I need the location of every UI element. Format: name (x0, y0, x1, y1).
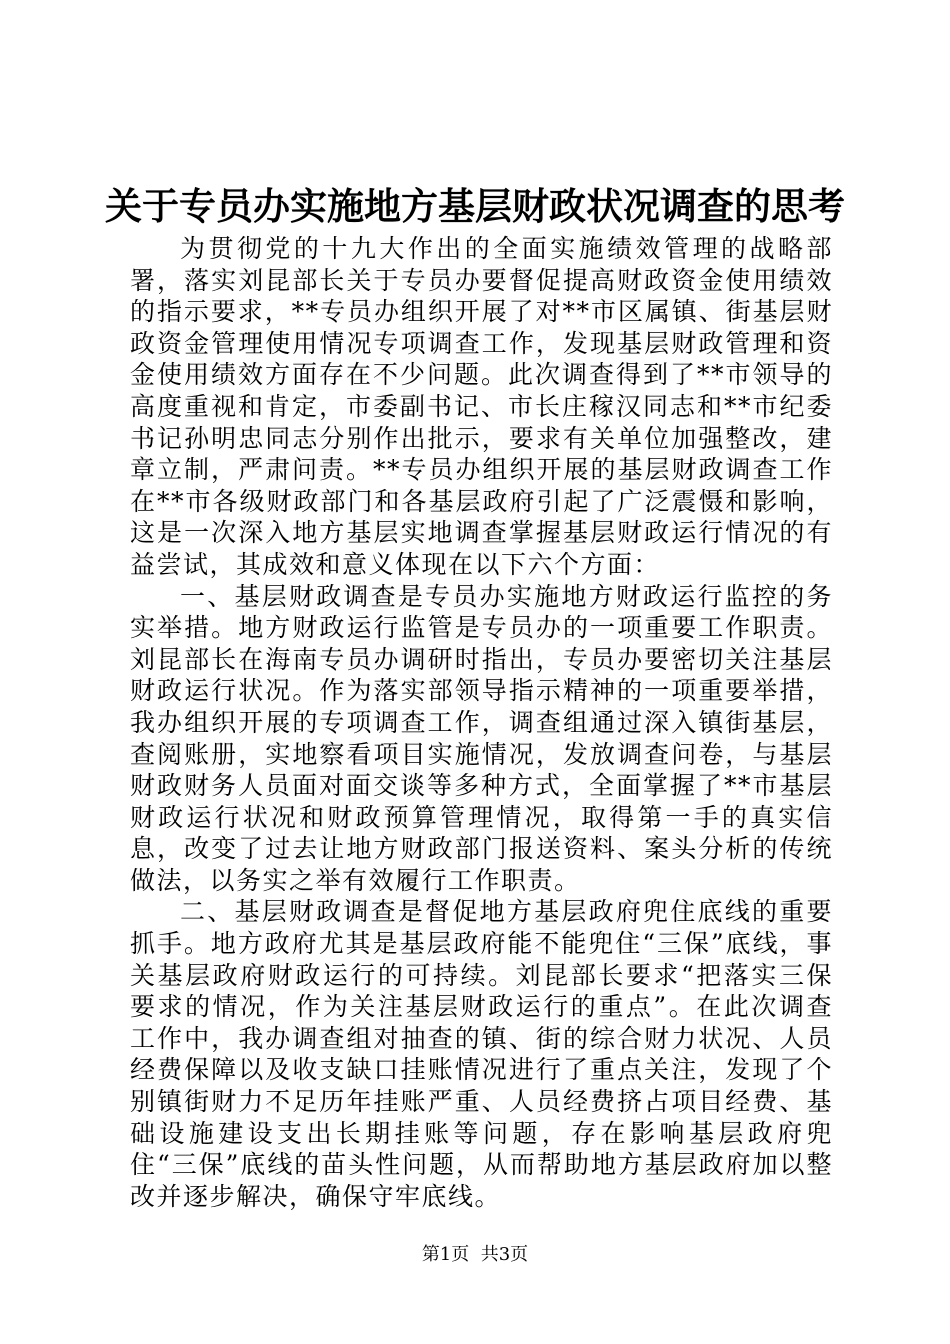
document-title: 关于专员办实施地方基层财政状况调查的思考 (105, 185, 845, 228)
page-number-footer: 第1页 共3页 (421, 1244, 529, 1265)
document-body (130, 233, 833, 1212)
paragraph-point-one: 一、基层财政调查是专员办实施地方财政运行监控的务实举措。地方财政运行监管是专员办的一项重要工作职责。刘昆部长在海南专员办调研时指出，专员办要密切关注基层财政运行状况。作为落实部领导指示精神的一项重要举措，我办组织开展的专项调查工作，调查组通过深入镇街基层，查阅账册，实地察看项目实施情况，发放调查问卷，与基层财政财务人员面对面交谈等多种方式，全面掌握了**市基层财政运行状况和财政预算管理情况，取得第一手的真实信息，改变了过去让地方财政部门报送资料、案头分析的传统做法，以务实之举有效履行工作职责。 (130, 581, 833, 895)
paragraph-intro: 为贯彻党的十九大作出的全面实施绩效管理的战略部署，落实刘昆部长关于专员办要督促提高财政资金使用绩效的指示要求，**专员办组织开展了对**市区属镇、街基层财政资金管理使用情况专项调查工作，发现基层财政管理和资金使用绩效方面存在不少问题。此次调查得到了**市领导的高度重视和肯定，市委副书记、市长庄稼汉同志和**市纪委书记孙明忠同志分别作出批示，要求有关单位加强整改，建章立制，严肃问责。**专员办组织开展的基层财政调查工作在**市各级财政部门和各基层政府引起了广泛震慑和影响，这是一次深入地方基层实地调查掌握基层财政运行情况的有益尝试，其成效和意义体现在以下六个方面： (130, 234, 833, 579)
paragraph-point-two: 二、基层财政调查是督促地方基层政府兜住底线的重要抓手。地方政府尤其是基层政府能不能兜住“三保”底线，事关基层政府财政运行的可持续。刘昆部长要求“把落实三保要求的情况，作为关注基层财政运行的重点”。在此次调查工作中，我办调查组对抽查的镇、街的综合财力状况、人员经费保障以及收支缺口挂账情况进行了重点关注，发现了个别镇街财力不足历年挂账严重、人员经费挤占项目经费、基础设施建设支出长期挂账等问题，存在影响基层政府兜住“三保”底线的苗头性问题，从而帮助地方基层政府加以整改并逐步解决，确保守牢底线。 (130, 897, 833, 1211)
